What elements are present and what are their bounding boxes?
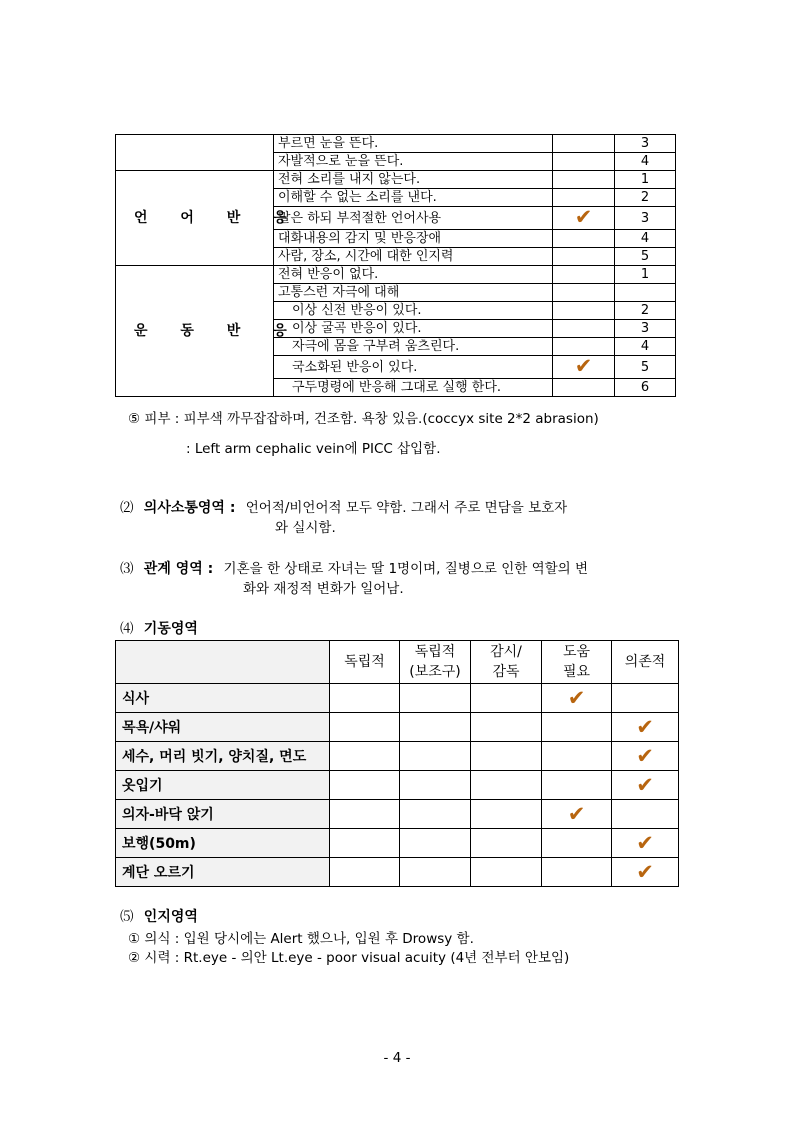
mobility-check-cell <box>542 713 612 742</box>
mobility-check-cell <box>471 829 542 858</box>
mobility-check-cell <box>400 742 471 771</box>
gcs-description: 국소화된 반응이 있다. <box>274 356 553 379</box>
skin-line-2: : Left arm cephalic vein에 PICC 삽입함. <box>186 441 441 457</box>
mobility-row <box>116 858 679 887</box>
cognition-item-text: 시력 : Rt.eye - 의안 Lt.eye - poor visual acuity (4년 전부터 안보임) <box>144 950 570 966</box>
mobility-check-cell <box>330 713 400 742</box>
gcs-category-motor: 운 동 반 응 <box>116 266 274 397</box>
check-mark-icon: ✔ <box>636 743 654 768</box>
skin-line-1 <box>128 407 599 427</box>
communication-section <box>120 496 567 517</box>
mobility-check-cell <box>400 713 471 742</box>
mobility-header: 독립적 <box>330 641 400 684</box>
mobility-row <box>116 684 679 713</box>
mobility-row <box>116 829 679 858</box>
mobility-check-cell <box>400 829 471 858</box>
mobility-check-cell <box>542 829 612 858</box>
check-mark-icon: ✔ <box>574 354 593 378</box>
gcs-score: 4 <box>615 153 676 171</box>
page-number: - 4 - <box>383 1050 411 1066</box>
mobility-check-cell <box>542 684 612 713</box>
check-mark-icon: ✔ <box>574 205 593 229</box>
check-mark-icon: ✔ <box>636 859 654 884</box>
gcs-check-cell <box>553 230 615 248</box>
gcs-row <box>116 266 676 284</box>
mobility-check-cell <box>471 713 542 742</box>
gcs-score <box>615 284 676 302</box>
gcs-score: 1 <box>615 171 676 189</box>
gcs-row <box>116 135 676 153</box>
mobility-check-cell <box>612 713 679 742</box>
gcs-description: 자극에 몸을 구부려 움츠린다. <box>274 338 553 356</box>
gcs-row <box>116 171 676 189</box>
cognition-item-number: ① <box>128 931 141 947</box>
gcs-score: 2 <box>615 302 676 320</box>
gcs-description: 말은 하되 부적절한 언어사용 <box>274 207 553 230</box>
mobility-table <box>115 640 679 887</box>
communication-title: 의사소통영역 : <box>143 500 236 516</box>
mobility-activity-label: 세수, 머리 빗기, 양치질, 면도 <box>116 742 330 771</box>
relationship-text-2: 화와 재정적 변화가 일어남. <box>243 581 404 597</box>
mobility-check-cell <box>471 742 542 771</box>
mobility-check-cell <box>612 800 679 829</box>
mobility-check-cell <box>330 829 400 858</box>
mobility-check-cell <box>612 858 679 887</box>
gcs-score: 6 <box>615 379 676 397</box>
gcs-score: 3 <box>615 320 676 338</box>
gcs-check-cell <box>553 338 615 356</box>
gcs-description: 이해할 수 없는 소리를 낸다. <box>274 189 553 207</box>
mobility-check-cell <box>400 771 471 800</box>
gcs-description: 자발적으로 눈을 뜬다. <box>274 153 553 171</box>
gcs-description: 사람, 장소, 시간에 대한 인지력 <box>274 248 553 266</box>
gcs-description: 이상 신전 반응이 있다. <box>274 302 553 320</box>
gcs-description: 전혀 소리를 내지 않는다. <box>274 171 553 189</box>
gcs-check-cell <box>553 248 615 266</box>
gcs-category-verbal: 언 어 반 응 <box>116 171 274 266</box>
mobility-header: 감시/ 감독 <box>471 641 542 684</box>
mobility-check-cell <box>400 858 471 887</box>
gcs-check-cell <box>553 171 615 189</box>
mobility-check-cell <box>542 742 612 771</box>
gcs-check-cell <box>553 153 615 171</box>
gcs-check-cell <box>553 302 615 320</box>
mobility-title: 기동영역 <box>143 621 198 637</box>
skin-number: ⑤ <box>128 411 141 427</box>
mobility-header: 도움 필요 <box>542 641 612 684</box>
check-mark-icon: ✔ <box>636 772 654 797</box>
gcs-description: 대화내용의 감지 및 반응장애 <box>274 230 553 248</box>
cognition-item-2 <box>128 946 569 966</box>
mobility-number: ⑷ <box>120 621 134 637</box>
mobility-check-cell <box>471 800 542 829</box>
mobility-check-cell <box>330 858 400 887</box>
mobility-check-cell <box>612 684 679 713</box>
gcs-score: 3 <box>615 207 676 230</box>
gcs-check-cell <box>553 207 615 230</box>
gcs-score: 5 <box>615 356 676 379</box>
cognition-number: ⑸ <box>120 909 134 925</box>
mobility-row <box>116 800 679 829</box>
gcs-description: 고통스런 자극에 대해 <box>274 284 553 302</box>
mobility-check-cell <box>471 858 542 887</box>
communication-number: ⑵ <box>120 500 134 516</box>
communication-text-2: 와 실시함. <box>275 520 336 536</box>
mobility-activity-label: 식사 <box>116 684 330 713</box>
gcs-score: 4 <box>615 230 676 248</box>
mobility-activity-label: 계단 오르기 <box>116 858 330 887</box>
gcs-check-cell <box>553 284 615 302</box>
mobility-row <box>116 713 679 742</box>
mobility-check-cell <box>542 771 612 800</box>
check-mark-icon: ✔ <box>567 801 586 826</box>
cognition-item-1 <box>128 927 474 947</box>
communication-text-1: 언어적/비언어적 모두 약함. 그래서 주로 면담을 보호자 <box>245 500 568 516</box>
relationship-text-1: 기혼을 한 상태로 자녀는 딸 1명이며, 질병으로 인한 역할의 변 <box>223 561 589 577</box>
mobility-heading <box>120 617 198 638</box>
mobility-check-cell <box>612 771 679 800</box>
gcs-table <box>115 134 676 397</box>
mobility-activity-label: 옷입기 <box>116 771 330 800</box>
gcs-description: 부르면 눈을 뜬다. <box>274 135 553 153</box>
mobility-check-cell <box>612 742 679 771</box>
mobility-activity-label: 의자-바닥 앉기 <box>116 800 330 829</box>
gcs-score: 5 <box>615 248 676 266</box>
mobility-check-cell <box>330 800 400 829</box>
relationship-number: ⑶ <box>120 561 134 577</box>
relationship-section <box>120 557 588 578</box>
mobility-header: 독립적 (보조구) <box>400 641 471 684</box>
gcs-check-cell <box>553 189 615 207</box>
gcs-description: 전혀 반응이 없다. <box>274 266 553 284</box>
mobility-check-cell <box>612 829 679 858</box>
gcs-score: 3 <box>615 135 676 153</box>
gcs-score: 4 <box>615 338 676 356</box>
check-mark-icon: ✔ <box>636 830 654 855</box>
gcs-score: 2 <box>615 189 676 207</box>
cognition-item-text: 의식 : 입원 당시에는 Alert 했으나, 입원 후 Drowsy 함. <box>144 931 474 947</box>
cognition-item-number: ② <box>128 950 141 966</box>
check-mark-icon: ✔ <box>636 714 654 739</box>
mobility-check-cell <box>330 771 400 800</box>
mobility-activity-label: 목욕/샤워 <box>116 713 330 742</box>
mobility-check-cell <box>542 800 612 829</box>
mobility-check-cell <box>400 800 471 829</box>
mobility-row <box>116 742 679 771</box>
gcs-check-cell <box>553 135 615 153</box>
mobility-header: 의존적 <box>612 641 679 684</box>
mobility-check-cell <box>471 684 542 713</box>
mobility-activity-label: 보행(50m) <box>116 829 330 858</box>
gcs-check-cell <box>553 379 615 397</box>
mobility-check-cell <box>330 684 400 713</box>
mobility-check-cell <box>400 684 471 713</box>
gcs-check-cell <box>553 266 615 284</box>
mobility-row <box>116 771 679 800</box>
gcs-description: 이상 굴곡 반응이 있다. <box>274 320 553 338</box>
relationship-title: 관계 영역 : <box>143 561 214 577</box>
mobility-header-blank <box>116 641 330 684</box>
skin-text: 피부 : 피부색 까무잡잡하며, 건조함. 욕창 있음.(coccyx site 2*2 abrasion) <box>144 411 599 427</box>
gcs-category-eye <box>116 135 274 171</box>
gcs-score: 1 <box>615 266 676 284</box>
gcs-check-cell <box>553 356 615 379</box>
mobility-check-cell <box>542 858 612 887</box>
mobility-check-cell <box>471 771 542 800</box>
check-mark-icon: ✔ <box>567 685 586 710</box>
cognition-title: 인지영역 <box>143 909 198 925</box>
gcs-check-cell <box>553 320 615 338</box>
cognition-heading <box>120 905 198 926</box>
mobility-check-cell <box>330 742 400 771</box>
gcs-description: 구두명령에 반응해 그대로 실행 한다. <box>274 379 553 397</box>
